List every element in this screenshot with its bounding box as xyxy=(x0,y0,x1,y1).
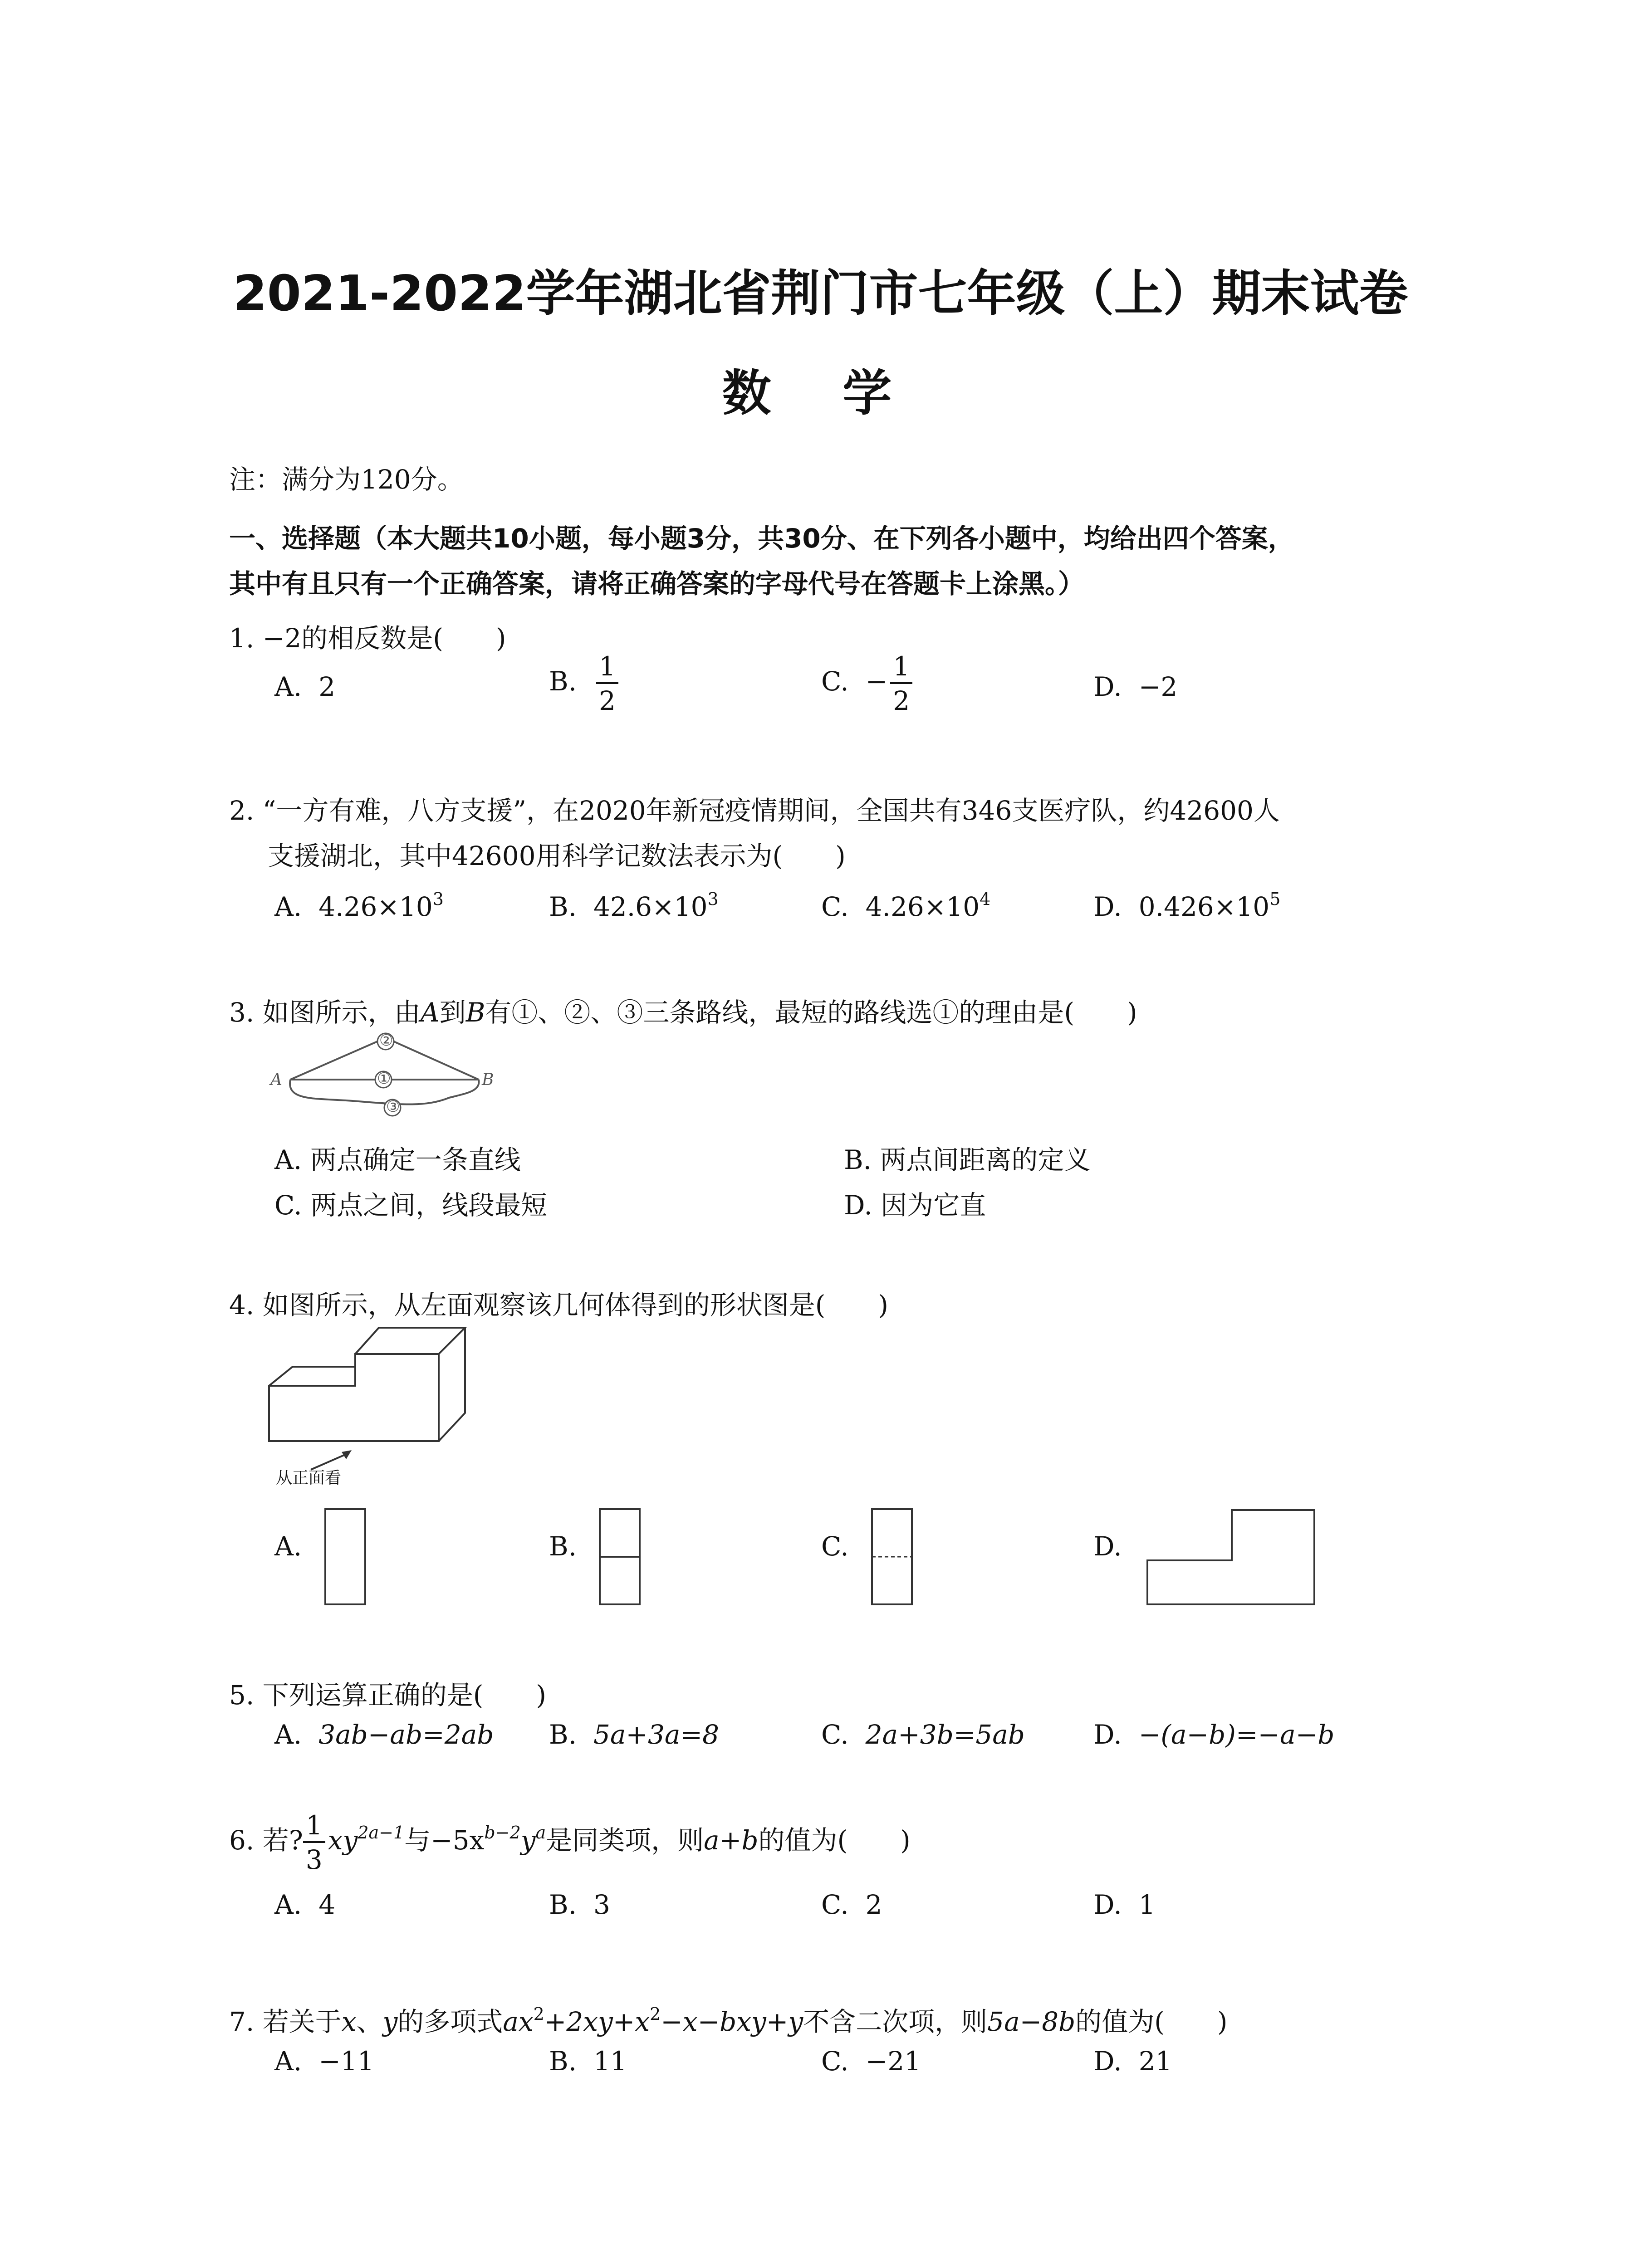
q1-option-b: B. $\frac{1}{2}$ xyxy=(549,653,621,714)
q7-option-a: A. −11 xyxy=(274,2046,374,2077)
question-4: 4. 如图所示，从左面观察该几何体得到的形状图是( ) xyxy=(229,1290,889,1320)
page-title: 2021-2022学年湖北省荆门市七年级（上）期末试卷 xyxy=(233,265,1408,322)
q4-option-c-label: C. xyxy=(821,1531,849,1562)
route-1-label: ① xyxy=(377,1070,391,1088)
question-2: 2. “一方有难，八方支援”，在2020年新冠疫情期间，全国共有346支医疗队，约42600人 xyxy=(229,795,1280,826)
question-5: 5. 下列运算正确的是( ) xyxy=(229,1680,547,1711)
q3-option-d: D. 因为它直 xyxy=(844,1190,986,1221)
q5-option-a: A. 3ab−ab=2ab xyxy=(274,1719,494,1750)
fraction: $\frac{1}{3}$ xyxy=(303,1812,325,1873)
solid-top-edges xyxy=(269,1367,355,1386)
q4-option-d-label: D. xyxy=(1093,1531,1122,1562)
q4-option-a-shape xyxy=(324,1508,367,1608)
q5-option-d: D. −(a−b)=−a−b xyxy=(1093,1719,1335,1750)
q6-option-b: B. 3 xyxy=(549,1889,610,1920)
solid-figure xyxy=(265,1318,479,1463)
q1-option-c: C. − $\frac{1}{2}$ xyxy=(821,653,915,714)
question-2-line2: 支援湖北，其中42600用科学记数法表示为( ) xyxy=(268,841,846,871)
solid-right-face xyxy=(439,1328,465,1441)
q3-option-b: B. 两点间距离的定义 xyxy=(844,1144,1091,1175)
section-heading-line2: 其中有且只有一个正确答案，请将正确答案的字母代号在答题卡上涂黑。） xyxy=(229,568,1085,599)
section-heading: 一、选择题（本大题共10小题，每小题3分，共30分、在下列各小题中，均给出四个答案， xyxy=(229,523,1294,554)
q2-option-b: B. $42.6\times 10^3$ xyxy=(549,889,719,922)
q4-option-a-label: A. xyxy=(274,1531,302,1562)
q2-option-c: C. $4.26\times 10^4$ xyxy=(821,889,991,922)
fraction: $\frac{1}{2}$ xyxy=(890,653,912,714)
point-a-label: A xyxy=(270,1070,282,1089)
solid-top-edges-2 xyxy=(355,1328,465,1354)
q4-option-b-label: B. xyxy=(549,1531,577,1562)
route-3-label: ③ xyxy=(386,1098,400,1116)
question-6: 6. 若? $\frac{1}{3}$ $xy^{2a-1}$与$-5x^{b-2}y^a$是同类项，则a+b的值为( ) xyxy=(229,1810,911,1875)
fraction: $\frac{1}{2}$ xyxy=(596,653,618,714)
question-7: 7. 若关于x、y的多项式$ax^2+2xy+x^2-x-bxy+y$不含二次项，则5a−8b的值为( ) xyxy=(229,2004,1228,2037)
q2-option-d: D. $0.426\times 10^5$ xyxy=(1093,889,1281,922)
q1-option-d: D. −2 xyxy=(1093,671,1178,702)
q5-option-c: C. 2a+3b=5ab xyxy=(821,1719,1025,1750)
q2-option-a: A. $4.26\times 10^3$ xyxy=(274,889,444,922)
q7-option-b: B. 11 xyxy=(549,2046,627,2077)
q4-option-b-shape xyxy=(599,1508,642,1608)
q3-option-c: C. 两点之间，线段最短 xyxy=(274,1190,548,1221)
question-1: 1. −2的相反数是( ) xyxy=(229,623,506,654)
q6-option-a: A. 4 xyxy=(274,1889,336,1920)
q6-option-d: D. 1 xyxy=(1093,1889,1156,1920)
route-2-label: ② xyxy=(379,1031,393,1050)
page-subtitle: 数 学 xyxy=(722,365,919,422)
question-3: 3. 如图所示，由A到B有①、②、③三条路线，最短的路线选①的理由是( ) xyxy=(229,997,1137,1028)
q7-option-d: D. 21 xyxy=(1093,2046,1172,2077)
point-b-label: B xyxy=(482,1070,494,1089)
q1-option-a: A. 2 xyxy=(274,671,336,702)
q4-option-d-shape xyxy=(1146,1508,1318,1608)
figure-caption: 从正面看 xyxy=(276,1469,342,1487)
q4-option-c-shape xyxy=(871,1508,914,1608)
q7-option-c: C. −21 xyxy=(821,2046,921,2077)
score-note: 注：满分为120分。 xyxy=(229,464,464,495)
q5-option-b: B. 5a+3a=8 xyxy=(549,1719,719,1750)
q3-option-a: A. 两点确定一条直线 xyxy=(274,1144,521,1175)
q6-option-c: C. 2 xyxy=(821,1889,882,1920)
